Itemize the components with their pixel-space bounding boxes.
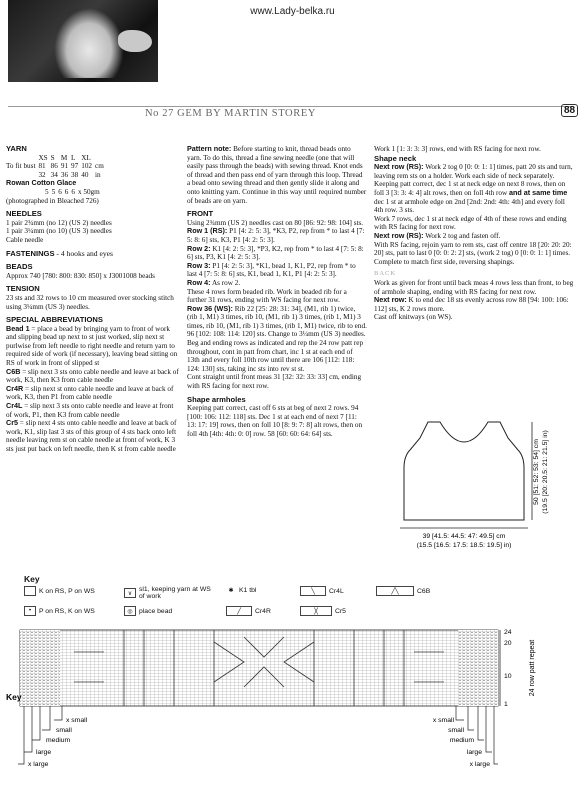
- size-m: M: [60, 153, 68, 162]
- row-label: Next row (RS):: [374, 162, 424, 172]
- tension-heading: TENSION: [6, 284, 40, 294]
- garment-schematic: [390, 420, 580, 565]
- legend-label: place bead: [139, 607, 173, 615]
- bust-cm: 102: [81, 162, 92, 171]
- size-l: L: [71, 153, 76, 162]
- bust-cm: 91: [60, 162, 69, 171]
- bust-in: 38: [71, 170, 79, 179]
- row-2: [187, 245, 367, 262]
- abbrev-text: = slip next st onto cable needle and leave at back of work, K3, then P1 from cable needle: [6, 384, 174, 402]
- same-time-text: dec 1 st at armhole edge on 2nd [2nd: 2nd: 4th: 4th] and every foll 4th row. 3 sts.: [374, 197, 565, 215]
- width-label-in: (15.5 [16.5: 17.5: 18.5: 19.5] in): [416, 542, 512, 549]
- abbrev-item: [6, 325, 181, 368]
- size-label: x small: [66, 717, 88, 724]
- neck-next-row: [374, 163, 574, 180]
- fastenings: [6, 250, 181, 259]
- neck-text-main: Keeping patt correct, dec 1 st at neck edge on next 8 rows, then on foll 3 [3: 3: 4: 4] alt rows, then on foll 4th row: [374, 180, 566, 197]
- needle-line: Cable needle: [6, 235, 44, 244]
- cr5-icon: ╳: [300, 606, 332, 616]
- cr4l-icon: ╲: [300, 586, 326, 596]
- front-heading: FRONT: [187, 209, 214, 219]
- tension-text: 23 sts and 32 rows to 10 cm measured over stocking stitch using 3¼mm (US 3) needles.: [6, 293, 174, 311]
- bust-in: 36: [60, 170, 69, 179]
- table-row: [6, 154, 107, 163]
- legend-item: [24, 586, 95, 596]
- legend-item: [124, 606, 172, 616]
- balls: 5: [51, 187, 56, 196]
- note-label: Pattern note:: [187, 144, 232, 153]
- abbrev-heading: SPECIAL ABBREVIATIONS: [6, 315, 103, 325]
- stitch-legend: [24, 586, 564, 620]
- complete-text: Complete to match first side, reversing shapings.: [374, 257, 515, 266]
- in-unit: in: [95, 170, 101, 179]
- row-text: Work 2 tog and fasten off.: [423, 231, 501, 240]
- bead-icon: ◎: [124, 606, 136, 616]
- fastenings-heading: FASTENINGS: [6, 248, 55, 258]
- abbrev-item: [6, 419, 181, 453]
- size-label: x small: [432, 717, 454, 724]
- chart-purl-edge: [458, 630, 498, 706]
- needles-heading: NEEDLES: [6, 209, 42, 219]
- row-3: [187, 262, 367, 279]
- legend-item: [124, 586, 214, 600]
- photographed-note: (photographed in Bleached 726): [6, 196, 99, 205]
- row-label: Next row (RS):: [374, 230, 424, 240]
- size-label: medium: [46, 737, 71, 744]
- size-table: [6, 154, 107, 180]
- same-time-label: and at same time: [508, 187, 568, 197]
- row-label-1: 1: [504, 701, 508, 708]
- row-label-10: 10: [504, 673, 512, 680]
- repeat-label: 24 row patt repeat: [529, 639, 536, 697]
- chart-key-title: Key: [6, 692, 22, 702]
- bust-in: 34: [50, 170, 58, 179]
- abbrev-text: = slip next 3 sts onto cable needle and leave at back of work, K3, then K3 from cable needle: [6, 367, 179, 385]
- row-4: [187, 279, 367, 288]
- row-label: Row 36 (WS):: [187, 303, 233, 313]
- castoff-text: Cast off knitways (on WS).: [374, 313, 453, 322]
- size-label: large: [36, 749, 52, 756]
- legend-label: K1 tbl: [239, 586, 257, 594]
- row-text: P1 [4: 2: 5: 3], *K1, bead 1, K1, P2, rep from * to last 4 [7: 5: 8: 6] sts, K1, bead 1, K1, P1 [4: 2: 5: 3].: [187, 261, 356, 279]
- cm-unit: cm: [95, 162, 104, 171]
- legend-label: Cr4R: [255, 607, 271, 615]
- page-mark: 88: [561, 104, 578, 117]
- header-rule: [8, 106, 573, 107]
- back-text: Work as given for front until back meas 4 rows less than front, to beg of armhole shaping, ending with RS facing for next row.: [374, 278, 574, 296]
- abbrev-term: Cr4L: [6, 401, 23, 411]
- width-label: 39 [41.5: 44.5: 47: 49.5] cm: [422, 533, 506, 540]
- size-label: large: [466, 749, 482, 756]
- cr4r-icon: ╱: [226, 606, 252, 616]
- row-label-20: 20: [504, 640, 512, 647]
- stitch-chart: [6, 622, 584, 800]
- column-materials: [6, 145, 181, 454]
- abbrev-item: [6, 402, 181, 419]
- row-text: K to end dec 18 sts evenly across row 88 [94: 100: 106: 112] sts, K 2 rows more.: [374, 296, 569, 313]
- work7-text: Work 7 rows, dec 1 st at neck edge of 4th of these rows and ending with RS facing for next row.: [374, 214, 567, 232]
- size-label: medium: [449, 737, 474, 744]
- size-label: x large: [28, 761, 49, 768]
- bust-cm: 86: [50, 162, 58, 171]
- twisted-knit-icon: ✱: [226, 586, 236, 594]
- row-label-24: 24: [504, 629, 512, 636]
- work-text: Work 1 [1: 3: 3: 3] rows, end with RS facing for next row.: [374, 145, 541, 153]
- balls: 5: [45, 187, 49, 196]
- purl-icon: •: [24, 606, 36, 616]
- yarn-name: Rowan Cotton Glace: [6, 178, 77, 188]
- c6b-icon: ╱╲: [376, 586, 414, 596]
- bust-label: To fit bust: [6, 162, 36, 171]
- row-text: As row 2.: [210, 278, 241, 287]
- balls-unit: x 50gm: [77, 187, 100, 196]
- row-36: [187, 305, 367, 339]
- legend-label: Cr4L: [329, 587, 344, 595]
- abbrev-text: = slip next 3 sts onto cable needle and leave at front of work, P1, then K3 from cable needle: [6, 402, 174, 419]
- slip-stitch-icon: ∨: [124, 588, 136, 598]
- size-s: S: [50, 153, 55, 162]
- height-label-in: (19.5 [20: 20.5: 21: 21.5] in): [542, 430, 549, 514]
- table-row: [6, 162, 107, 171]
- rejoin-text: With RS facing, rejoin yarn to rem sts, cast off centre 18 [20: 20: 20: 20] sts, patt to last 0 [0: 0: 2: 2] sts, (work 2 tog) 0 [0: 0: 1: 1] times.: [374, 240, 572, 258]
- row-label: Row 4:: [187, 277, 211, 287]
- row-label: Next row:: [374, 295, 407, 305]
- abbrev-term: Cr5: [6, 418, 18, 428]
- column-front: [187, 145, 367, 439]
- abbrev-item: [6, 368, 181, 385]
- garment-photo-highlight: [54, 8, 124, 78]
- knit-icon: [24, 586, 36, 596]
- fastenings-text: - 4 hooks and eyes: [54, 248, 113, 258]
- site-url[interactable]: www.Lady-belka.ru: [250, 6, 335, 17]
- chart-purl-edge: [20, 630, 60, 706]
- neck-text: [374, 180, 574, 214]
- back-next-row: [374, 296, 574, 313]
- row-text: Work 2 tog 0 [0: 0: 1: 1] times, patt 20 sts and turn, leaving rem sts on a holder. Work each side of neck separately.: [374, 163, 573, 180]
- table-row: [6, 188, 103, 197]
- bust-in: 32: [38, 170, 46, 179]
- legend-item: [226, 606, 271, 616]
- row-text: Rib 22 [25: 28: 31: 34], (M1, rib 1) twice, (rib 1, M1) 3 times, rib 10, (M1, rib 1) 3 times, (rib 1, M1) 3 times, rib 10, (M1, rib 1) 3 times, (rib 1, M1) twice, rib to end. 96 [102: 108: 114: 120] sts. Change to 3¼mm (US 3) needles.: [187, 304, 367, 339]
- needle-line: 1 pair 3¼mm (no 10) (US 3) needles: [6, 227, 112, 236]
- row-1: [187, 227, 367, 244]
- pattern-header: No 27 GEM BY MARTIN STOREY: [145, 108, 317, 119]
- legend-label: Cr5: [335, 607, 346, 615]
- neck-next-row2: [374, 232, 574, 241]
- beads-text: Approx 740 [780: 800: 830: 850] x J3001008 beads: [6, 271, 155, 280]
- row-label: Row 2:: [187, 243, 211, 253]
- row-label: Row 3:: [187, 260, 211, 270]
- legend-item: [24, 606, 95, 616]
- chart-text: Beg and ending rows as indicated and rep the 24 row patt rep throughout, cont in patt from chart, inc 1 st at each end of 13th and every foll 10th row until there are 106 [112: 118: 124: 130] sts, taking inc sts into rev st st.: [187, 339, 364, 373]
- abbrev-text: = place a bead by bringing yarn to front of work and slipping bead up next to st just worked, slip next st purlwise from left needle to right needle and return yarn to required side of work (if necessary), leaving bead sitting on RS of work in front of slipped st: [6, 324, 178, 368]
- key-title: Key: [24, 574, 40, 584]
- balls: 6: [71, 187, 75, 196]
- size-labels-right: [433, 717, 490, 768]
- neck-heading: Shape neck: [374, 153, 417, 163]
- legend-label: C6B: [417, 587, 431, 595]
- abbrev-item: [6, 385, 181, 402]
- schematic-outline: [404, 422, 524, 520]
- legend-item: [300, 586, 344, 596]
- height-label: 50 [51: 52: 53: 54] cm: [533, 439, 540, 505]
- abbrev-term: Cr4R: [6, 383, 24, 393]
- pattern-note: [187, 145, 367, 205]
- size-xs: XS: [38, 153, 48, 162]
- beads-heading: BEADS: [6, 262, 33, 272]
- size-label: x large: [469, 761, 490, 768]
- back-heading: BACK: [374, 270, 397, 278]
- abbrev-text: = slip next 4 sts onto cable needle and leave at back of work, K1, slip last 3 sts of this group of 4 sts back onto left needle leaving rem st on cable needle at front of work, K 3 sts just put back on left needle, then K st from cable needle: [6, 419, 177, 453]
- rib-text: These 4 rows form beaded rib. Work in beaded rib for a further 31 rows, ending with WS facing for next row.: [187, 287, 347, 305]
- size-label: small: [448, 727, 464, 734]
- size-labels-left: [28, 717, 88, 768]
- balls-table: [6, 188, 103, 197]
- abbrev-term: C6B: [6, 366, 21, 376]
- garment-photo-hand: [118, 30, 152, 52]
- legend-label: K on RS, P on WS: [39, 587, 95, 595]
- abbrev-term: Bead 1: [6, 323, 30, 333]
- straight-text: Cont straight until front meas 31 [32: 32: 33: 33] cm, ending with RS facing for next row.: [187, 373, 362, 391]
- bust-cm: 97: [71, 162, 79, 171]
- chart-grid: [20, 630, 498, 706]
- bust-in: 40: [81, 170, 89, 179]
- legend-item: [376, 586, 430, 596]
- legend-item: [300, 606, 346, 616]
- row-label: Row 1 (RS):: [187, 226, 228, 236]
- row-text: K1 [4: 2: 5: 3], *P3, K2, rep from * to last 4 [7: 5: 8: 6] sts, P3, K1 [4: 2: 5: 3].: [187, 244, 364, 262]
- armholes-text: Keeping patt correct, cast off 6 sts at beg of next 2 rows. 94 [100: 106: 112: 118] sts. Dec 1 st at each end of next 7 [11: 13: 17: 19] rows, then on foll 10 [8: 9: 7: 8] alt rows, then on foll 4th [4th: 4th: 0: 0] row. 58 [60: 60: 64: 64] sts.: [187, 404, 363, 438]
- legend-label: sl1, keeping yarn at WS of work: [139, 586, 211, 600]
- legend-label: P on RS, K on WS: [39, 607, 95, 615]
- armholes-heading: Shape armholes: [187, 394, 246, 404]
- size-xl: XL: [81, 153, 91, 162]
- balls: 6: [58, 187, 62, 196]
- legend-item: [226, 586, 256, 594]
- size-label: small: [56, 727, 72, 734]
- note-text: Before starting to knit, thread beads onto yarn. To do this, thread a fine sewing needle (one that will easily pass through the beads) with sewing thread. Knot ends of thread and then pass end of yarn through this loop. Thread a bead onto sewing thread and then gently slide it along and onto knitting yarn. Continue in this way until required number of beads are on yarn.: [187, 145, 367, 205]
- column-neck-back: [374, 145, 574, 322]
- yarn-heading: YARN: [6, 144, 27, 153]
- balls: 6: [64, 187, 69, 196]
- needle-line: 1 pair 2¾mm (no 12) (US 2) needles: [6, 218, 112, 227]
- bust-cm: 81: [38, 162, 46, 171]
- cast-on-text: Using 2¾mm (US 2) needles cast on 80 [86: 92: 98: 104] sts.: [187, 218, 364, 227]
- row-text: P1 [4: 2: 5: 3], *K3, P2, rep from * to last 4 [7: 5: 8: 6] sts, K3, P1 [4: 2: 5: 3].: [187, 227, 365, 244]
